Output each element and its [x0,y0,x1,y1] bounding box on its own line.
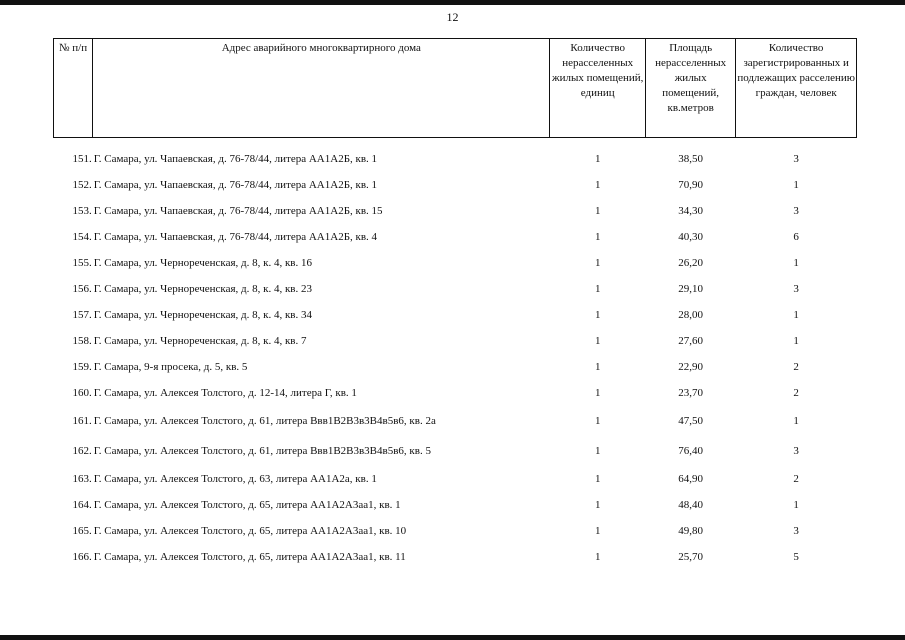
row-people: 3 [793,445,799,457]
row-people: 3 [793,153,799,165]
row-area: 48,40 [678,499,704,511]
row-address: Г. Самара, ул. Алексея Толстого, д. 12-14, литера Г, кв. 1 [93,387,357,399]
row-address: Г. Самара, ул. Чернореченская, д. 8, к. 4, кв. 16 [93,257,312,269]
table-row [54,302,857,328]
row-area: 25,70 [678,551,704,563]
table-row [54,466,857,492]
row-units: 1 [594,153,601,165]
row-number: 164. [72,499,92,511]
row-address: Г. Самара, ул. Чернореченская, д. 8, к. 4, кв. 34 [93,309,312,321]
row-people: 1 [793,309,799,321]
row-number: 157. [72,309,92,321]
row-people: 1 [793,335,799,347]
row-people: 5 [793,551,799,563]
row-address: Г. Самара, ул. Алексея Толстого, д. 61, литера Ввв1В2В3в3В4в5в6, кв. 5 [93,445,431,457]
row-people: 3 [793,283,799,295]
table-row [54,354,857,380]
row-units: 1 [594,257,601,269]
row-number: 155. [72,257,92,269]
row-people: 2 [793,387,799,399]
row-address: Г. Самара, ул. Чапаевская, д. 76-78/44, литера АА1А2Б, кв. 1 [93,179,378,191]
table-row [54,146,857,172]
row-units: 1 [594,473,601,485]
table-row [54,518,857,544]
row-address: Г. Самара, ул. Чернореченская, д. 8, к. 4, кв. 23 [93,283,312,295]
row-people: 3 [793,205,799,217]
row-units: 1 [594,179,601,191]
row-people: 2 [793,361,799,373]
row-number: 158. [72,335,92,347]
row-address: Г. Самара, 9-я просека, д. 5, кв. 5 [93,361,248,373]
table-row [54,224,857,250]
table-spacer [54,138,857,147]
table-row [54,172,857,198]
table-row [54,544,857,570]
table-row [54,406,857,436]
row-area: 40,30 [678,231,704,243]
row-address: Г. Самара, ул. Чернореченская, д. 8, к. 4, кв. 7 [93,335,307,347]
row-number: 160. [72,387,92,399]
row-area: 34,30 [678,205,704,217]
row-units: 1 [594,499,601,511]
row-area: 76,40 [678,445,704,457]
row-units: 1 [594,309,601,321]
row-area: 38,50 [678,153,704,165]
row-units: 1 [594,283,601,295]
row-address: Г. Самара, ул. Алексея Толстого, д. 61, литера Ввв1В2В3в3В4в5в6, кв. 2а [93,415,436,427]
row-units: 1 [594,231,601,243]
row-units: 1 [594,551,601,563]
row-people: 1 [793,257,799,269]
row-number: 152. [72,179,92,191]
header-people: Количество зарегистрированных и подлежащих расселению граждан, человек [736,39,857,138]
row-area: 22,90 [678,361,704,373]
row-people: 6 [793,231,799,243]
header-area: Площадь нерасселенных жилых помещений, кв.метров [645,39,735,138]
row-people: 3 [793,525,799,537]
header-units: Количество нерасселенных жилых помещений, единиц [550,39,645,138]
row-number: 156. [72,283,92,295]
row-units: 1 [594,415,601,427]
row-area: 23,70 [678,387,704,399]
row-people: 1 [793,415,799,427]
table-row [54,436,857,466]
row-units: 1 [594,525,601,537]
row-number: 166. [72,551,92,563]
row-number: 163. [72,473,92,485]
row-area: 70,90 [678,179,704,191]
top-border-bar [0,0,905,5]
header-number: № п/п [54,39,93,138]
row-area: 27,60 [678,335,704,347]
row-address: Г. Самара, ул. Чапаевская, д. 76-78/44, литера АА1А2Б, кв. 4 [93,231,378,243]
table-row [54,276,857,302]
row-number: 154. [72,231,92,243]
table-row [54,492,857,518]
table-row [54,250,857,276]
row-address: Г. Самара, ул. Алексея Толстого, д. 65, литера АА1А2А3аа1, кв. 10 [93,525,407,537]
row-people: 1 [793,179,799,191]
row-number: 159. [72,361,92,373]
row-address: Г. Самара, ул. Чапаевская, д. 76-78/44, литера АА1А2Б, кв. 15 [93,205,383,217]
row-number: 162. [72,445,92,457]
bottom-border-bar [0,635,905,640]
row-people: 2 [793,473,799,485]
row-units: 1 [594,387,601,399]
emergency-housing-table [53,38,857,570]
row-address: Г. Самара, ул. Алексея Толстого, д. 63, литера АА1А2а, кв. 1 [93,473,377,485]
row-units: 1 [594,205,601,217]
row-number: 161. [72,415,92,427]
table-row [54,198,857,224]
page-number: 12 [446,10,459,24]
row-units: 1 [594,361,601,373]
row-units: 1 [594,335,601,347]
header-address: Адрес аварийного многоквартирного дома [93,39,550,138]
row-people: 1 [793,499,799,511]
row-address: Г. Самара, ул. Алексея Толстого, д. 65, литера АА1А2А3аа1, кв. 1 [93,499,401,511]
table-row [54,380,857,406]
row-number: 151. [72,153,92,165]
table-body [54,138,857,571]
row-area: 49,80 [678,525,704,537]
row-area: 47,50 [678,415,704,427]
row-area: 26,20 [678,257,704,269]
row-area: 28,00 [678,309,704,321]
row-address: Г. Самара, ул. Чапаевская, д. 76-78/44, литера АА1А2Б, кв. 1 [93,153,378,165]
row-area: 29,10 [678,283,704,295]
row-area: 64,90 [678,473,704,485]
row-number: 165. [72,525,92,537]
row-number: 153. [72,205,92,217]
row-address: Г. Самара, ул. Алексея Толстого, д. 65, литера АА1А2А3аа1, кв. 11 [93,551,406,563]
table-row [54,328,857,354]
table-header-row [54,39,857,138]
row-units: 1 [594,445,601,457]
